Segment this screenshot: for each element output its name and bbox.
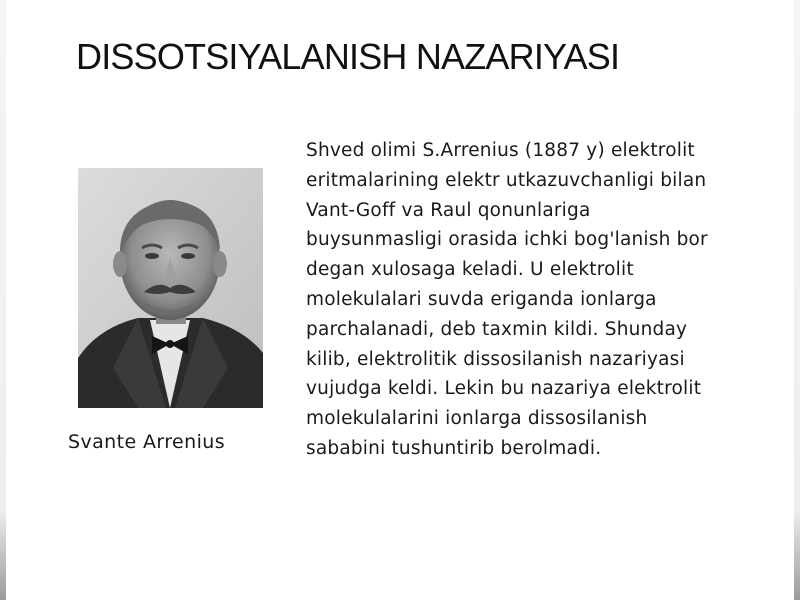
slide-left-edge	[0, 0, 6, 600]
slide-right-edge	[794, 0, 800, 600]
slide-title: DISSOTSIYALANISH NAZARIYASI	[76, 36, 620, 77]
body-line: sababini tushuntirib berolmadi.	[306, 437, 602, 459]
photo-caption: Svante Arrenius	[68, 431, 225, 453]
body-line: molekulalarini ionlarga dissosilanish	[306, 408, 648, 430]
body-line: buysunmasligi orasida ichki bog'lanish bor	[306, 229, 708, 251]
body-line: Vant-Goff va Raul qonunlariga	[306, 199, 591, 221]
body-paragraph	[306, 136, 776, 464]
body-line: eritmalarining elektr utkazuvchanligi bilan	[306, 169, 707, 191]
body-line: Shved olimi S.Arrenius (1887 y) elektrolit	[306, 140, 695, 161]
body-line: vujudga keldi. Lekin bu nazariya elektrolit	[306, 378, 702, 400]
body-line: degan xulosaga keladi. U elektrolit	[306, 259, 634, 281]
body-line: kilib, elektrolitik dissosilanish nazariyasi	[306, 348, 685, 370]
body-line: molekulalari suvda eriganda ionlarga	[306, 288, 657, 310]
body-line: parchalanadi, deb taxmin kildi. Shunday	[306, 318, 688, 340]
portrait-photo	[78, 168, 263, 408]
